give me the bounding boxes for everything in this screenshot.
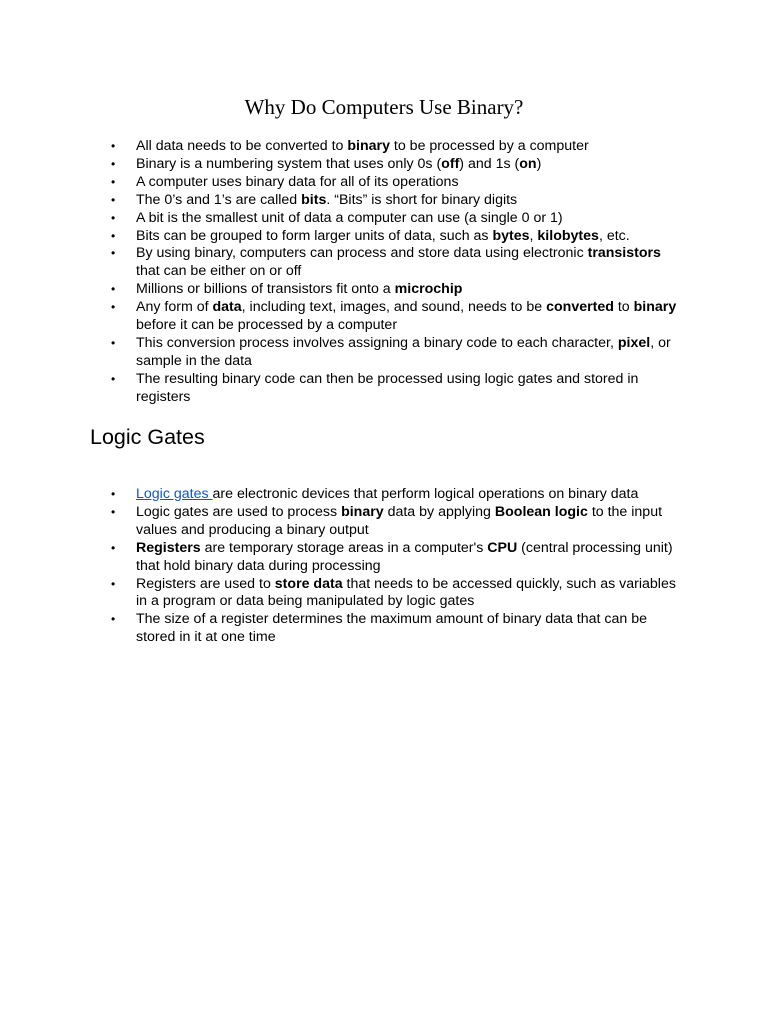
item-text: The 0’s and 1’s are called — [136, 191, 302, 208]
item-text: to be processed by a computer — [389, 138, 589, 154]
list-item — [0, 540, 681, 576]
bold-term: binary — [341, 503, 384, 520]
item-text: ) — [536, 155, 542, 172]
bold-term: binary — [633, 299, 677, 316]
bullet-dot: • — [111, 335, 116, 350]
bold-term: microchip — [394, 281, 463, 298]
bullet-dot: • — [111, 504, 116, 519]
item-text: to the input values and producing a binary output — [136, 503, 663, 538]
list-item — [0, 245, 681, 281]
item-text: Any form of — [136, 299, 213, 316]
list-item — [0, 299, 681, 335]
bold-term: data — [212, 299, 242, 316]
item-text: A bit is the smallest unit of data a computer can use (a single 0 or 1) — [136, 209, 563, 226]
bullet-dot: • — [111, 192, 116, 207]
item-text: that needs to be accessed quickly, such as variables in a program or data being manipulated by logic gates — [136, 575, 676, 610]
bullet-dot: • — [111, 156, 116, 171]
bullet-dot: • — [111, 228, 116, 243]
bold-term: on — [519, 155, 537, 172]
list-item — [0, 335, 681, 371]
list-item — [0, 174, 681, 192]
binary-bullet-list — [0, 138, 681, 407]
bullet-dot: • — [111, 487, 116, 501]
item-text: , or sample in the data — [136, 334, 671, 369]
bold-term: transistors — [587, 245, 661, 262]
bold-term: kilobytes — [537, 227, 599, 244]
item-text: The size of a register determines the maximum amount of binary data that can be stored in it at one time — [136, 611, 648, 646]
bullet-dot: • — [111, 576, 116, 591]
bullet-dot: • — [111, 371, 116, 386]
bullet-dot: • — [111, 300, 116, 315]
bold-term: Registers — [136, 539, 201, 556]
page-title: Why Do Computers Use Binary? — [244, 95, 524, 119]
list-item — [0, 371, 681, 407]
item-text: This conversion process involves assigning a binary code to each character, — [136, 334, 618, 351]
list-item — [0, 611, 681, 647]
item-text: data by applying — [383, 503, 495, 520]
bold-term: Boolean logic — [494, 503, 588, 520]
list-item — [0, 486, 681, 504]
logic-gates-link[interactable]: Logic gates — [136, 486, 213, 502]
bold-term: bits — [301, 191, 327, 208]
bullet-dot: • — [111, 612, 116, 627]
item-text: are temporary storage areas in a computer's — [200, 539, 488, 556]
bold-term: CPU — [487, 539, 518, 556]
bullet-dot: • — [111, 282, 116, 297]
list-item — [0, 576, 681, 612]
item-text: , including text, images, and sound, needs to be — [241, 299, 547, 316]
item-text: (central processing unit) that hold binary data during processing — [136, 539, 673, 574]
item-text: By using binary, computers can process and store data using electronic — [136, 245, 588, 262]
item-text: before it can be processed by a computer — [136, 317, 398, 334]
item-text: Binary is a numbering system that uses only 0s ( — [136, 155, 442, 172]
item-text: A computer uses binary data for all of its operations — [136, 173, 459, 190]
item-text: . “Bits” is short for binary digits — [326, 191, 518, 208]
item-text: , etc. — [598, 227, 630, 244]
list-item — [0, 281, 681, 299]
bold-term: binary — [347, 138, 390, 154]
logic-gates-bullet-list — [0, 486, 681, 647]
item-text: , — [529, 227, 538, 244]
list-item — [0, 156, 681, 174]
list-item — [0, 210, 681, 228]
list-item — [0, 228, 681, 246]
item-text: ) and 1s ( — [459, 155, 520, 172]
section-heading-logic-gates: Logic Gates — [90, 425, 205, 449]
bullet-dot: • — [111, 139, 116, 153]
item-text: Bits can be grouped to form larger units of data, such as — [136, 227, 493, 244]
item-text: Millions or billions of transistors fit onto a — [136, 281, 395, 298]
list-item — [0, 138, 681, 156]
item-text: The resulting binary code can then be processed using logic gates and stored in registers — [136, 370, 639, 405]
bold-term: bytes — [492, 227, 530, 244]
item-text: Logic gates are used to process — [136, 503, 342, 520]
item-text: that can be either on or off — [136, 263, 302, 280]
item-text: to — [613, 299, 634, 316]
list-item — [0, 504, 681, 540]
item-text: All data needs to be converted to — [136, 138, 348, 154]
bold-term: pixel — [617, 334, 651, 351]
bullet-dot: • — [111, 540, 116, 555]
bold-term: converted — [546, 299, 614, 316]
list-item — [0, 192, 681, 210]
bold-term: store data — [274, 575, 343, 592]
item-text: are electronic devices that perform logical operations on binary data — [212, 486, 639, 502]
bullet-dot: • — [111, 174, 116, 189]
bold-term: off — [441, 155, 460, 172]
bullet-dot: • — [111, 210, 116, 225]
item-text: Registers are used to — [136, 575, 275, 592]
bullet-dot: • — [111, 246, 116, 261]
